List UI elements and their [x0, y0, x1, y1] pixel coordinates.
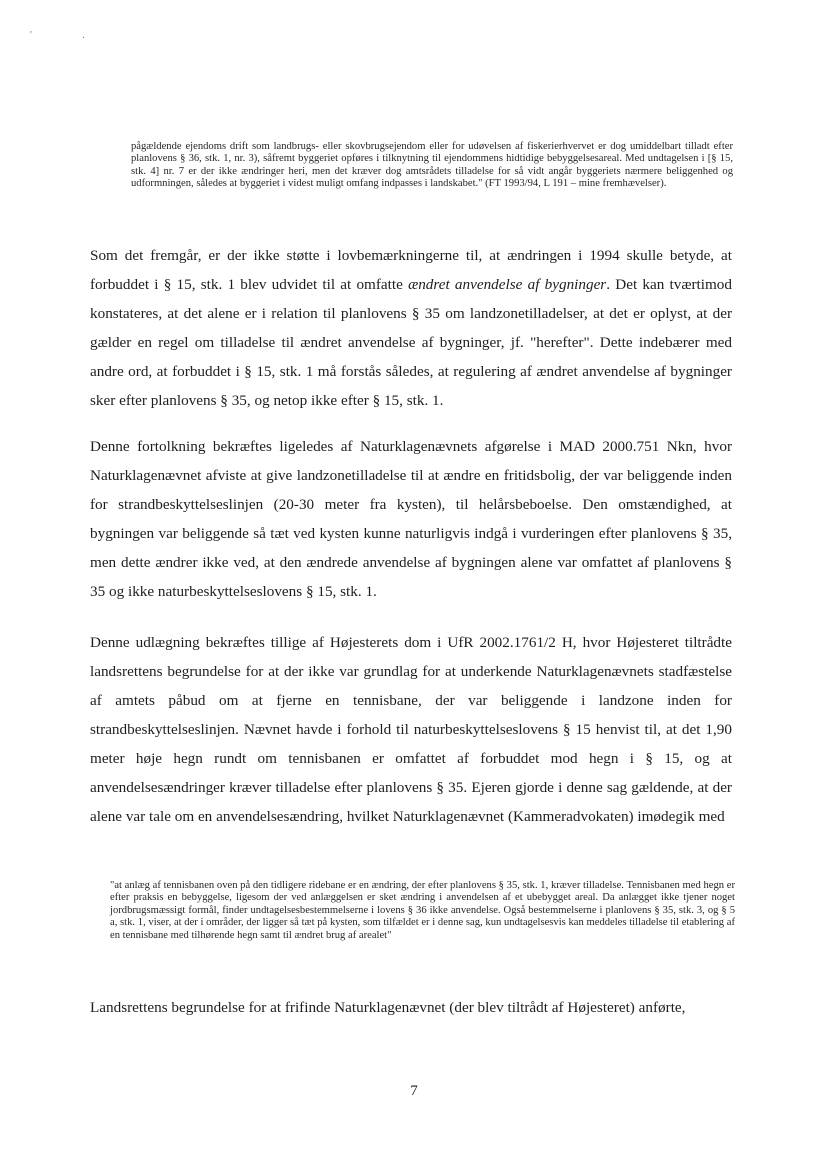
paragraph-4: Landsrettens begrundelse for at frifinde Naturklagenævnet (der blev tiltrådt af Højesteret) anførte, [90, 999, 686, 1016]
block-quote-legislative-remarks: pågældende ejendoms drift som landbrugs- eller skovbrugsejendom eller for udøvelsen af fiskerierhvervet er dog umiddelbart tilladt efter planlovens § 36, stk. 1, nr. 3), såfremt byggeriet opføres i tilknytning til ejendommens hidtidige bebyggelsesareal. Med undtagelsen i [§ 15, stk. 4] nr. 7 er der ikke ændringer heri, men det kræver dog amtsrådets tilladelse for så vidt angår byggeriets nærmere beliggenhed og udformningen, således at byggeriet i videst muligt omfang indpasses i landskabet." (FT 1993/94, L 191 – mine fremhævelser). [131, 141, 733, 190]
paragraph-2: Denne fortolkning bekræftes ligeledes af Naturklagenævnets afgørelse i MAD 2000.751 Nkn, hvor Naturklagenævnet afviste at give landzonetilladelse til at ændre en fritidsbolig, der var beliggende inden for strandbeskyttelseslinjen (20-30 meter fra kysten), til helårsbeboelse. Den omstændighed, at bygningen var beliggende så tæt ved kysten kunne naturligvis indgå i vurderingen efter planlovens § 35, men dette ændrer ikke ved, at den ændrede anvendelse af bygningen alene var omfattet af planlovens § 35 og ikke naturbeskyttelseslovens § 15, stk. 1. [90, 438, 732, 600]
paragraph-1-text-a: Som det fremgår, er der ikke støtte i lovbemærkningerne til, at ændringen i 1994 skulle betyde, at forbuddet i § 15, stk. 1 blev udvidet til at omfatte [90, 247, 732, 293]
scan-marks: ' . [30, 30, 109, 41]
paragraph-1-emphasis: ændret anvendelse af bygninger [408, 276, 607, 293]
paragraph-1 [90, 241, 732, 415]
paragraph-3: Denne udlægning bekræftes tillige af Højesterets dom i UfR 2002.1761/2 H, hvor Højesteret tiltrådte landsrettens begrundelse for at der ikke var grundlag for at underkende Naturklagenævnets stadfæstelse af amtets påbud om at fjerne en tennisbane, der var beliggende i landzone inden for strandbeskyttelseslinjen. Nævnet havde i forhold til naturbeskyttelseslovens § 15 henvist til, at det 1,90 meter høje hegn rundt om tennisbanen er omfattet af forbuddet mod hegn i § 15, og at anvendelsesændringer kræver tilladelse efter planlovens § 35. Ejeren gjorde i denne sag gældende, at der alene var tale om en anvendelsesændring, hvilket Naturklagenævnet (Kammeradvokaten) imødegik med [90, 634, 732, 825]
paragraph-1-text-b: . Det kan tværtimod konstateres, at det alene er i relation til planlovens § 35 om landzonetilladelser, at det er oplyst, at der gælder en regel om tilladelse til ændret anvendelse af bygninger, jf. "herefter". Dette indebærer med andre ord, at forbuddet i § 15, stk. 1 må forstås således, at regulering af ændret anvendelse af bygninger sker efter planlovens § 35, og netop ikke efter § 15, stk. 1. [90, 276, 732, 409]
block-quote-court-argument: "at anlæg af tennisbanen oven på den tidligere ridebane er en ændring, der efter planlovens § 35, stk. 1, kræver tilladelse. Tennisbanen med hegn er efter praksis en bebyggelse, ligesom der ved anlæggelsen er sket ændring i anvendelsen af et ubebygget areal. Da anlægget ikke tjener noget jordbrugsmæssigt formål, finder undtagelsesbestemmelserne i lovens § 36 ikke anvendelse. Også bestemmelserne i planlovens § 35, stk. 3, og § 5 a, stk. 1, viser, at der i områder, der ligger så tæt på kysten, som tilfældet er i denne sag, kun undtagelsesvis kan meddeles tilladelse til etablering af en tennisbane med tilhørende hegn samt til ændret brug af arealet" [110, 880, 735, 941]
page-number: 7 [410, 1083, 418, 1099]
